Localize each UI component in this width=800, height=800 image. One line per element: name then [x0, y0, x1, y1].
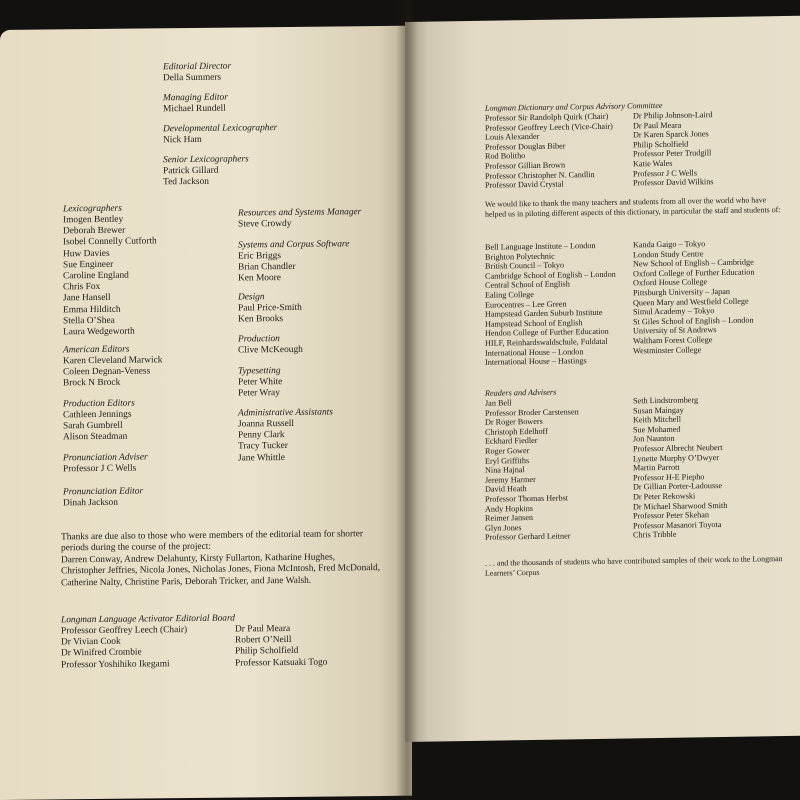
name: Emma Hilditch	[63, 304, 121, 315]
name: Jane Hansell	[63, 293, 111, 304]
institution: HILF, Reinhardswaldschule, Fuldatal	[485, 336, 608, 348]
resources-manager	[238, 207, 361, 230]
name: Professor J C Wells	[63, 463, 137, 475]
name: Dr Michael Sharwood Smith	[633, 500, 728, 511]
name: Della Summers	[163, 72, 222, 84]
section-heading: Readers and Advisers	[485, 387, 557, 398]
name: Penny Clark	[238, 430, 285, 441]
name: Professor Albrecht Neubert	[633, 442, 723, 454]
name: Brian Chandler	[238, 262, 296, 273]
name: Dr Paul Meara	[633, 120, 682, 131]
institution: International House – Hastings	[485, 356, 587, 367]
lexicographers	[63, 203, 157, 338]
name: Professor David Crystal	[485, 179, 564, 190]
senior-lexicographers	[163, 154, 249, 188]
name: David Heath	[485, 484, 527, 495]
name: Rod Bolitho	[485, 151, 526, 162]
name: Peter White	[238, 377, 283, 388]
name: Peter Wray	[238, 388, 280, 399]
name: Steve Crowdy	[238, 218, 292, 230]
board-column-1	[61, 625, 235, 672]
name: Professor Geoffrey Leech (Vice-Chair)	[485, 121, 613, 133]
name: Brock N Brock	[63, 378, 121, 389]
name: Professor J C Wells	[633, 167, 698, 178]
name: Dr Winifred Crombie	[61, 647, 142, 659]
name: Professor Masanori Toyota	[633, 519, 722, 531]
production-editors	[63, 399, 135, 444]
section-heading: Administrative Assistants	[238, 407, 333, 419]
section-heading: Senior Lexicographers	[163, 154, 249, 166]
name: Professor Peter Skehan	[633, 510, 709, 521]
editorial-director	[163, 62, 231, 85]
production	[238, 334, 303, 357]
institution: Central School of English	[485, 279, 570, 291]
activator-editorial-board	[61, 613, 327, 672]
administrative-assistants	[238, 408, 333, 465]
name: Professor Gerhard Leitner	[485, 531, 571, 543]
institutions-list	[485, 239, 754, 368]
name: Philip Scholfield	[633, 139, 689, 150]
pronunciation-adviser	[63, 452, 148, 475]
typesetting	[238, 366, 282, 400]
name: Chris Fox	[63, 282, 101, 293]
name: Paul Price-Smith	[238, 302, 302, 314]
institution: University of St Andrews	[633, 325, 717, 336]
name: Professor Katsuaki Togo	[235, 657, 328, 669]
name: Nina Hajnal	[485, 465, 525, 475]
committee-column-1	[485, 111, 633, 190]
name: Dr Peter Rekowski	[633, 491, 696, 502]
name: Caroline England	[63, 270, 129, 282]
section-heading: Pronunciation Adviser	[63, 452, 148, 464]
name: Tracy Tucker	[238, 441, 288, 452]
name: Professor Douglas Biber	[485, 141, 566, 152]
name: Imogen Bentley	[63, 214, 124, 226]
name: Louis Alexander	[485, 132, 540, 142]
name: Clive McKeough	[238, 344, 303, 356]
name: Professor Geoffrey Leech (Chair)	[61, 625, 188, 637]
section-heading: Production Editors	[63, 398, 135, 410]
institution: British Council – Tokyo	[485, 260, 565, 271]
name: Professor Sir Randolph Quirk (Chair)	[485, 111, 609, 123]
name: Dr Roger Bowers	[485, 417, 543, 427]
name: Professor Broder Carstensen	[485, 406, 579, 418]
institutions-column-1	[485, 240, 633, 367]
name: Patrick Gillard	[163, 165, 219, 177]
name: Reimer Jansen	[485, 513, 533, 523]
name: Sue Mohamed	[633, 424, 681, 435]
name: Huw Davies	[63, 248, 110, 259]
institution: Kanda Gaigo – Tokyo	[633, 239, 706, 250]
name: Coleen Degnan-Veness	[63, 366, 151, 378]
name: Dr Gillian Porter-Ladousse	[633, 481, 722, 492]
section-heading: Editorial Director	[163, 61, 232, 73]
name: Katie Wales	[633, 158, 673, 169]
name: Eryl Griffiths	[485, 455, 530, 466]
institution: Bell Language Institute – London	[485, 241, 596, 252]
name: Seth Lindstromberg	[633, 395, 699, 406]
institution: London Study Centre	[633, 248, 704, 260]
section-heading: Longman Language Activator Editorial Board	[61, 613, 235, 626]
name: Ken Moore	[238, 273, 281, 284]
name: Professor H-E Piepho	[633, 472, 705, 483]
left-page	[0, 26, 412, 800]
name: Jon Naunton	[633, 434, 675, 444]
name: Jane Whittle	[238, 452, 285, 464]
readers-column-1	[485, 396, 633, 542]
closing-note: . . . and the thousands of students who have contributed samples of their work to the Longman Learners’ Corpus	[485, 554, 783, 578]
name: Robert O’Neill	[235, 635, 292, 646]
section-heading: Managing Editor	[163, 92, 228, 104]
section-heading: Developmental Lexicographer	[163, 123, 278, 135]
name: Nick Ham	[163, 134, 202, 146]
institution: Waltham Forest College	[633, 335, 713, 346]
thanks-intro: Thanks are due also to those who were members of the editorial team for shorter periods during the course of the project:	[61, 529, 363, 554]
institution: Simul Academy – Tokyo	[633, 306, 715, 317]
name: Christoph Edelhoff	[485, 426, 548, 437]
name: Sarah Gumbrell	[63, 420, 123, 432]
institution: Hampstead School of English	[485, 317, 583, 329]
name: Andy Hopkins	[485, 503, 533, 514]
institution: Westminster College	[633, 344, 702, 355]
design	[238, 292, 302, 326]
name: Jeremy Harmer	[485, 474, 536, 485]
section-heading: Design	[238, 292, 265, 303]
name: Dr Vivian Cook	[61, 636, 121, 648]
name: Dinah Jackson	[63, 497, 118, 509]
institution: Ealing College	[485, 289, 534, 300]
name: Professor Yoshihiko Ikegami	[61, 658, 170, 670]
name: Professor Thomas Herbst	[485, 493, 569, 504]
institution: Brighton Polytechnic	[485, 251, 555, 262]
section-heading: Longman Dictionary and Corpus Advisory Committee	[485, 100, 663, 113]
name: Chris Tribble	[633, 530, 677, 540]
readers-advisers	[485, 385, 727, 543]
name: Dr Paul Meara	[235, 623, 291, 635]
name: Jan Bell	[485, 398, 512, 408]
readers-column-2	[633, 395, 727, 540]
name: Eckhard Fiedler	[485, 436, 538, 447]
american-editors	[63, 344, 162, 390]
institution: Queen Mary and Westfield College	[633, 296, 749, 307]
name: Professor Peter Trudgill	[633, 148, 712, 159]
name: Lynette Murphy O’Dwyer	[633, 452, 719, 463]
section-heading: Systems and Corpus Software	[238, 239, 350, 251]
thanks-names: Darren Conway, Andrew Delahunty, Kirsty Fullarton, Katharine Hughes, Christopher Jeffries, Nicola Jones, Nicholas Jones, Fiona McIntosh, Fred McDonald, Catherine Nalty, Christine Paris, Deborah Tricker, and Jane Walsh.	[61, 552, 381, 588]
section-heading: Lexicographers	[63, 203, 122, 215]
name: Philip Scholfield	[235, 646, 299, 657]
name: Laura Wedgeworth	[63, 326, 135, 338]
name: Eric Briggs	[238, 251, 281, 262]
right-page	[405, 16, 800, 742]
name: Michael Rundell	[163, 103, 226, 115]
name: Sue Engineer	[63, 259, 114, 271]
name: Professor Gillian Brown	[485, 160, 566, 171]
name: Professor Christopher N. Candlin	[485, 169, 595, 181]
name: Deborah Brewer	[63, 225, 126, 237]
institution: Hampstead Garden Suburb Institute	[485, 308, 603, 319]
name: Alison Steadman	[63, 432, 128, 443]
institution: New School of English – Cambridge	[633, 257, 754, 269]
section-heading: Production	[238, 334, 280, 345]
name: Susan Maingay	[633, 405, 684, 416]
institutions-column-2	[633, 239, 754, 366]
section-heading: American Editors	[63, 344, 130, 356]
name: Dr Philip Johnson-Laird	[633, 110, 713, 121]
advisory-committee	[485, 100, 713, 190]
institution: St Giles School of English – London	[633, 315, 754, 327]
name: Joanna Russell	[238, 418, 294, 430]
name: Dr Karen Sparck Jones	[633, 129, 709, 140]
institution: Pittsburgh University – Japan	[633, 286, 730, 298]
name: Cathleen Jennings	[63, 409, 132, 421]
systems-corpus-software	[238, 239, 349, 285]
name: Martin Parrott	[633, 462, 680, 473]
institution: International House – London	[485, 346, 584, 358]
name: Glyn Jones	[485, 522, 522, 533]
institution: Oxford College of Further Education	[633, 267, 755, 279]
section-heading: Typesetting	[238, 366, 281, 377]
thanks-paragraph	[61, 529, 381, 589]
name: Keith Mitchell	[633, 414, 681, 425]
section-heading: Resources and Systems Manager	[238, 207, 362, 219]
board-column-2	[235, 624, 327, 670]
name: Isobel Connelly Cutforth	[63, 236, 157, 248]
name: Karen Cleveland Marwick	[63, 355, 163, 367]
developmental-lexicographer	[163, 123, 277, 146]
name: Roger Gower	[485, 446, 530, 456]
name: Professor David Wilkins	[633, 177, 714, 188]
name: Ted Jackson	[163, 177, 209, 188]
book-gutter	[396, 0, 418, 800]
institution: Hendon College of Further Education	[485, 327, 609, 339]
section-heading: Pronunciation Editor	[63, 486, 144, 498]
managing-editor	[163, 93, 228, 116]
institution: Eurocentres – Lee Green	[485, 299, 567, 310]
thanks-teachers-paragraph: We would like to thank the many teachers and students from all over the world who have helped us in piloting different aspects of this dictionary, in particular the staff and students of:	[485, 195, 781, 219]
committee-column-2	[633, 110, 713, 188]
name: Stella O’Shea	[63, 315, 115, 327]
institution: Cambridge School of English – London	[485, 269, 616, 281]
pronunciation-editor	[63, 487, 143, 510]
name: Ken Brooks	[238, 314, 284, 325]
institution: Oxford House College	[633, 277, 708, 288]
